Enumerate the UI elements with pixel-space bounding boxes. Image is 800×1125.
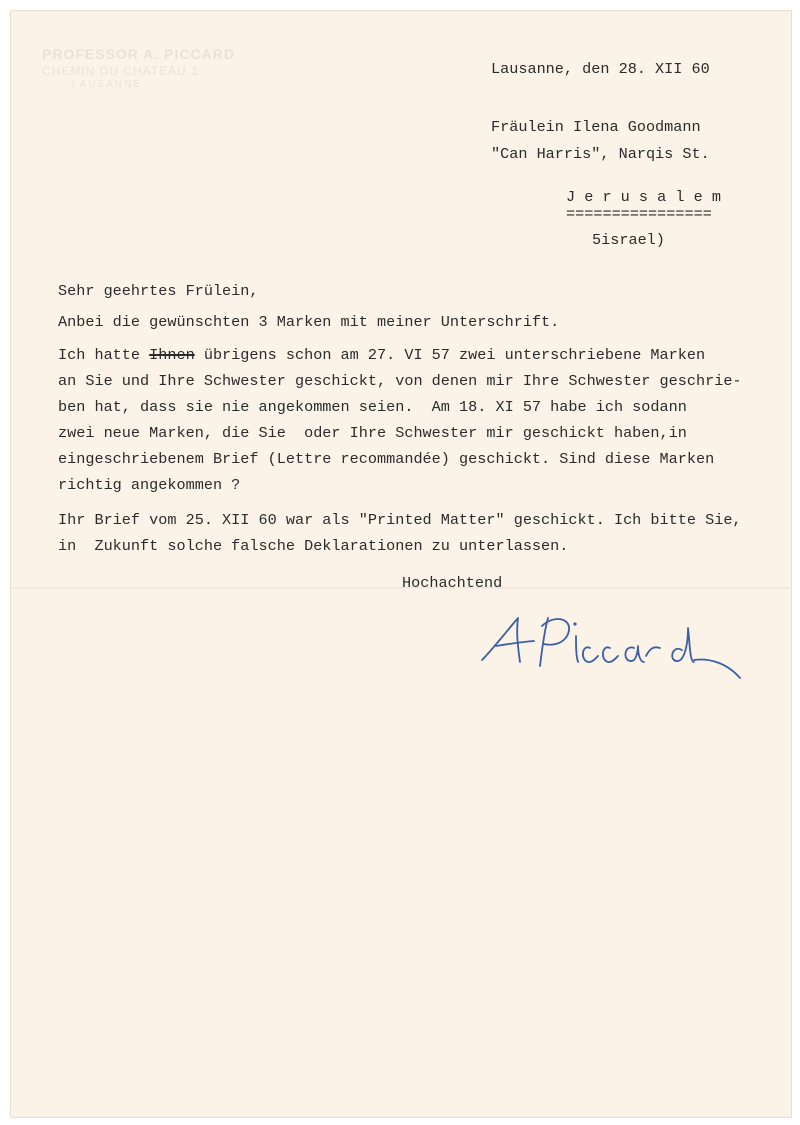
body-p2-line-3: ben hat, dass sie nie angekommen seien. Am 18. XI 57 habe ich sodann [58,398,687,416]
body-p2-line-6: richtig angekommen ? [58,476,241,494]
letterhead-city: LAUSANNE [72,78,142,90]
body-p2-line-1-start: Ich hatte [58,346,150,364]
body-p3-line-1: Ihr Brief vom 25. XII 60 war als "Printed Matter" geschickt. Ich bitte Sie, [58,511,742,529]
body-p2-line-4: zwei neue Marken, die Sie oder Ihre Schwester mir geschickt haben,in [58,424,687,442]
handwritten-signature [478,606,758,696]
body-paragraph-1: Anbei die gewünschten 3 Marken mit meiner Unterschrift. [58,313,560,331]
salutation: Sehr geehrtes Frülein, [58,282,259,300]
letter-paper [10,10,792,1118]
city-underline: ================ [566,205,712,223]
body-p2-line-2: an Sie und Ihre Schwester geschickt, von denen mir Ihre Schwester geschrie- [58,372,742,390]
struck-word: Ihnen [149,346,195,364]
closing: Hochachtend [402,574,503,592]
recipient-street: "Can Harris", Narqis St. [491,145,710,163]
letterhead [42,46,235,91]
body-p2-line-5: eingeschriebenem Brief (Lettre recommandée) geschickt. Sind diese Marken [58,450,715,468]
letterhead-name: PROFESSOR A. PICCARD [42,46,235,62]
body-p2-line-1 [58,348,705,363]
date-line: Lausanne, den 28. XII 60 [491,60,710,78]
letterhead-address: CHEMIN DU CHATEAU 1 [42,63,199,78]
paper-fold-line [10,587,792,589]
recipient-name: Fräulein Ilena Goodmann [491,118,701,136]
recipient-country: 5israel) [592,231,665,249]
body-p2-line-1-end: übrigens schon am 27. VI 57 zwei unterschriebene Marken [194,346,706,364]
recipient-city: J e r u s a l e m [566,188,721,206]
body-p3-line-2: in Zukunft solche falsche Deklarationen zu unterlassen. [58,537,569,555]
